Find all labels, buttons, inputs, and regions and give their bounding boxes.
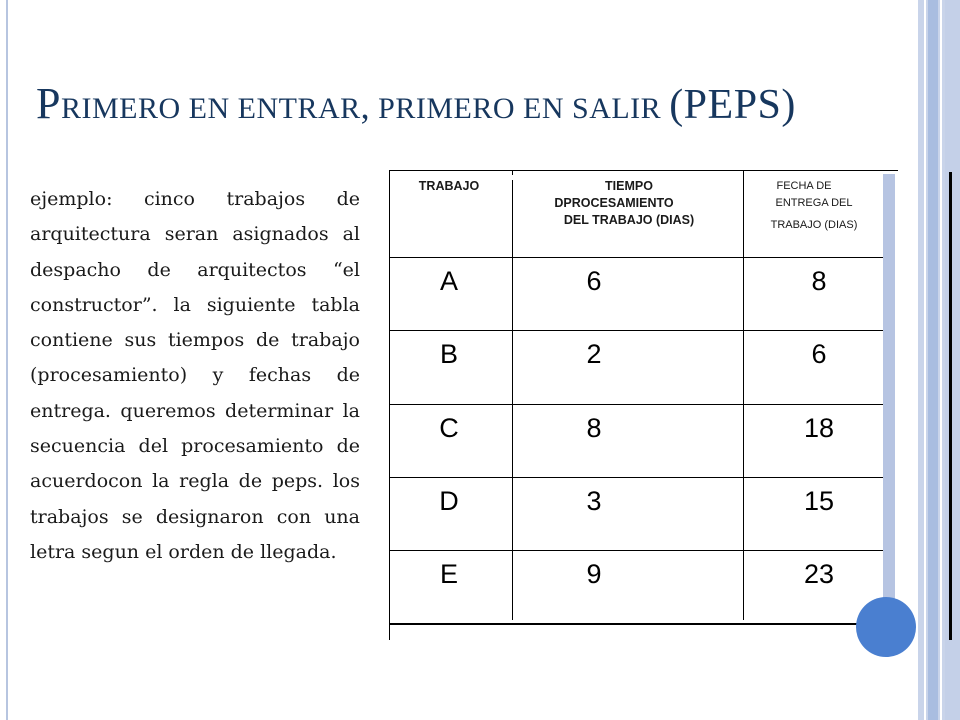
header-tiempo-line1: TIEMPO [605,179,653,193]
cell-tiempo: 2 [586,339,602,369]
cell-tiempo: 8 [586,413,602,443]
table-column-divider [512,180,513,620]
header-tiempo-line2: DPROCESAMIENTO [554,196,674,210]
cell-trabajo: E [439,559,458,589]
table-row-divider [389,257,883,258]
title-part-1: RIMERO EN ENTRAR [60,92,361,125]
table-row-divider [389,404,883,405]
table-row-divider [389,477,883,478]
right-black-bar [949,172,952,640]
title-acronym: (PEPS) [669,82,796,128]
cell-trabajo: B [439,339,458,369]
title-comma: , [360,86,371,126]
header-tiempo [519,178,739,229]
table-row-divider [389,550,883,551]
cell-fecha: 8 [811,266,827,296]
table-row-divider [389,330,883,331]
cell-trabajo: A [439,266,458,296]
header-tiempo-line3: DEL TRABAJO (DIAS) [563,213,695,227]
left-frame-rule [6,0,8,720]
table-column-divider [743,170,744,620]
right-frame-inner-band [928,0,938,720]
jobs-table [389,170,899,640]
decorative-circle [856,597,916,657]
header-fecha-line1: FECHA DE [776,180,832,192]
title-initial: P [36,79,61,128]
table-border-left [389,170,390,640]
header-fecha [749,178,879,234]
right-frame-divider [924,0,926,720]
slide-body-text: ejemplo: cinco trabajos de arquitectura seran asignados al despacho de arquitectos “el constructor”. la siguiente tabla contiene sus tiempos de trabajo (procesamiento) y fechas de entrega. queremos determinar la secuencia del procesamiento de acuerdocon la regla de peps. los trabajos se designaron con una letra segun el orden de llegada. [30,188,360,563]
cell-fecha: 6 [811,339,827,369]
cell-fecha: 15 [803,486,835,516]
cell-fecha: 23 [803,559,835,589]
cell-tiempo: 3 [586,486,602,516]
right-frame-strip [945,0,960,720]
cell-fecha: 18 [803,413,835,443]
title-part-2: PRIMERO EN SALIR [370,92,662,125]
cell-tiempo: 9 [586,559,602,589]
table-border-top [389,170,898,171]
right-frame-divider [940,0,942,720]
slide-title [36,78,796,129]
header-trabajo: TRABAJO [418,179,480,193]
cell-trabajo: D [439,486,459,516]
header-fecha-line3: TRABAJO (DIAS) [770,219,858,231]
table-border-bottom [389,623,895,625]
cell-trabajo: C [439,413,459,443]
header-fecha-line2: ENTREGA DEL [775,197,853,209]
cell-tiempo: 6 [586,266,602,296]
